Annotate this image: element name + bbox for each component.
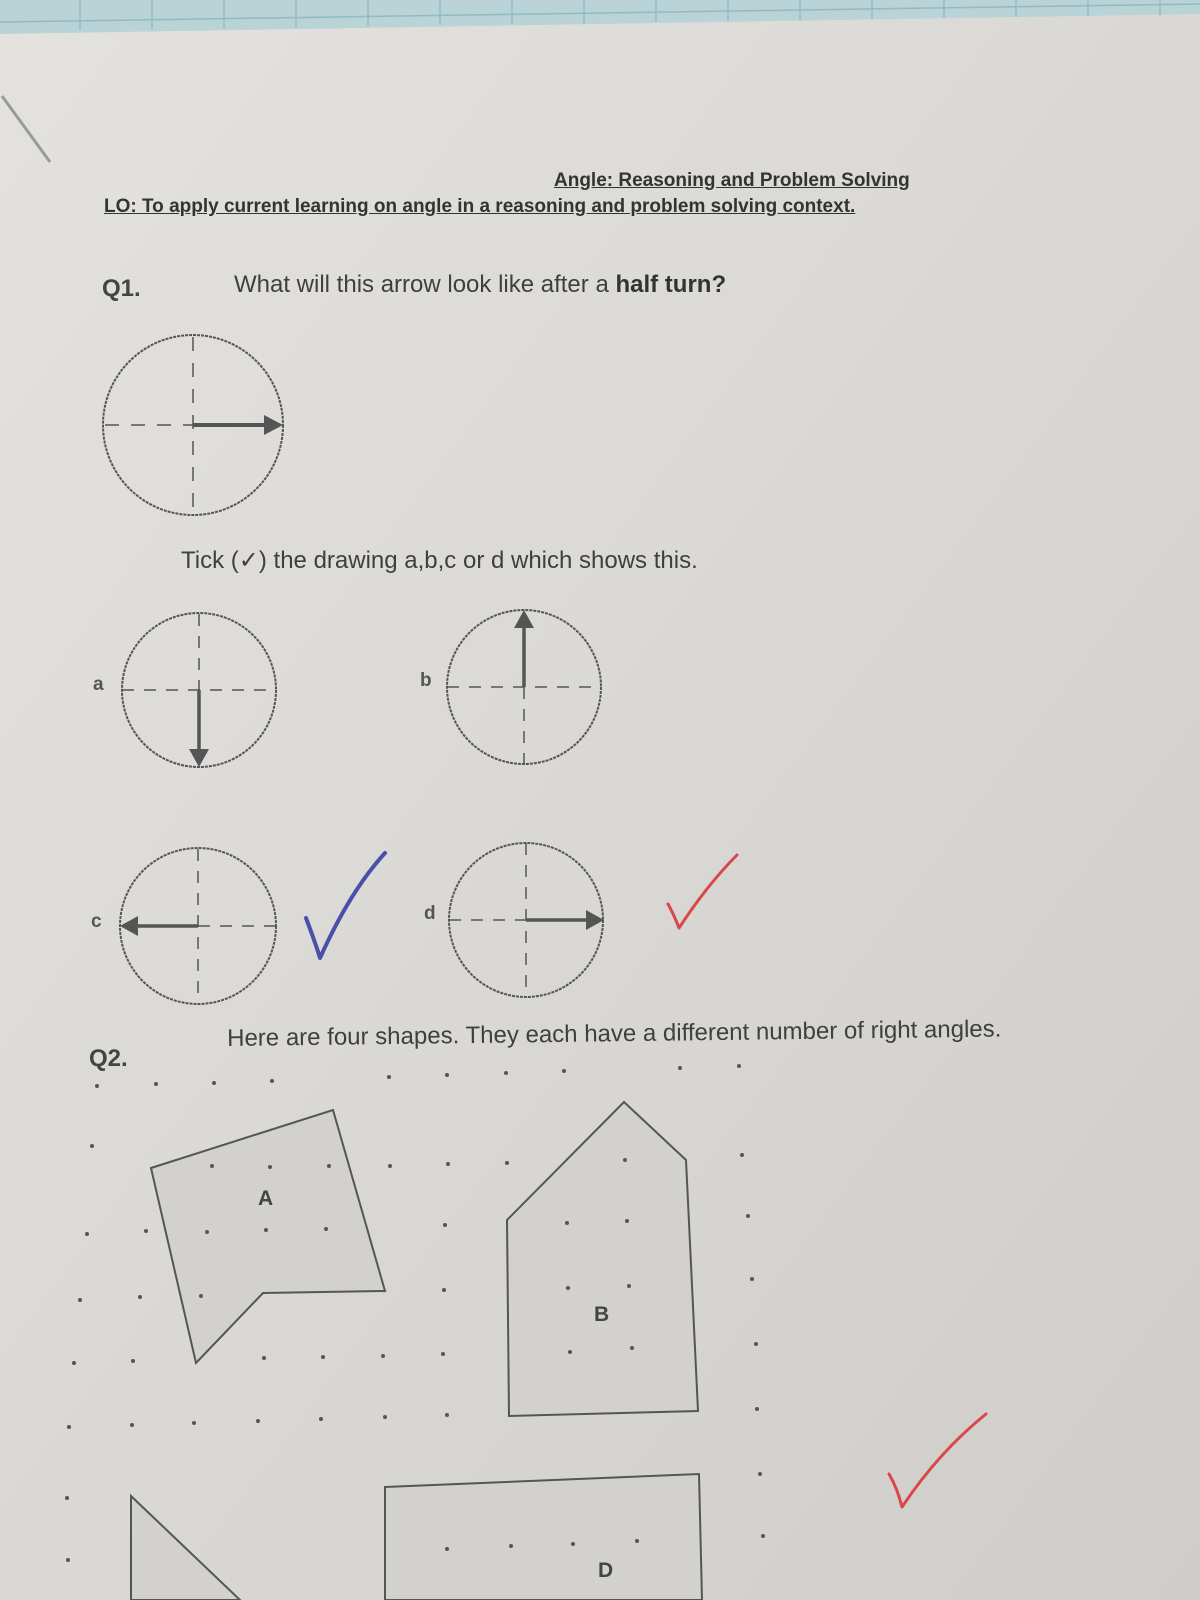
q2-question: Here are four shapes. They each have a different number of right angles. <box>227 1015 1002 1052</box>
q2-number: Q2. <box>89 1045 128 1072</box>
learning-objective: LO: To apply current learning on angle in a reasoning and problem solving context. <box>104 196 856 217</box>
q1-question-text: What will this arrow look like after a <box>234 271 616 298</box>
option-a-label: a <box>93 674 104 695</box>
q1-number: Q1. <box>102 275 141 302</box>
worksheet-title: Angle: Reasoning and Problem Solving <box>554 170 910 191</box>
q1-instruction: Tick (✓) the drawing a,b,c or d which shows this. <box>181 547 698 574</box>
option-c-label: c <box>91 911 102 932</box>
q1-question <box>234 271 726 299</box>
shape-d <box>385 1474 702 1600</box>
q1-question-bold: half turn? <box>615 271 727 298</box>
shape-b-label: B <box>594 1303 610 1326</box>
option-b-label: b <box>420 670 432 691</box>
shape-a-label: A <box>258 1187 274 1210</box>
shape-d-label: D <box>598 1559 614 1582</box>
option-d-label: d <box>424 903 436 924</box>
